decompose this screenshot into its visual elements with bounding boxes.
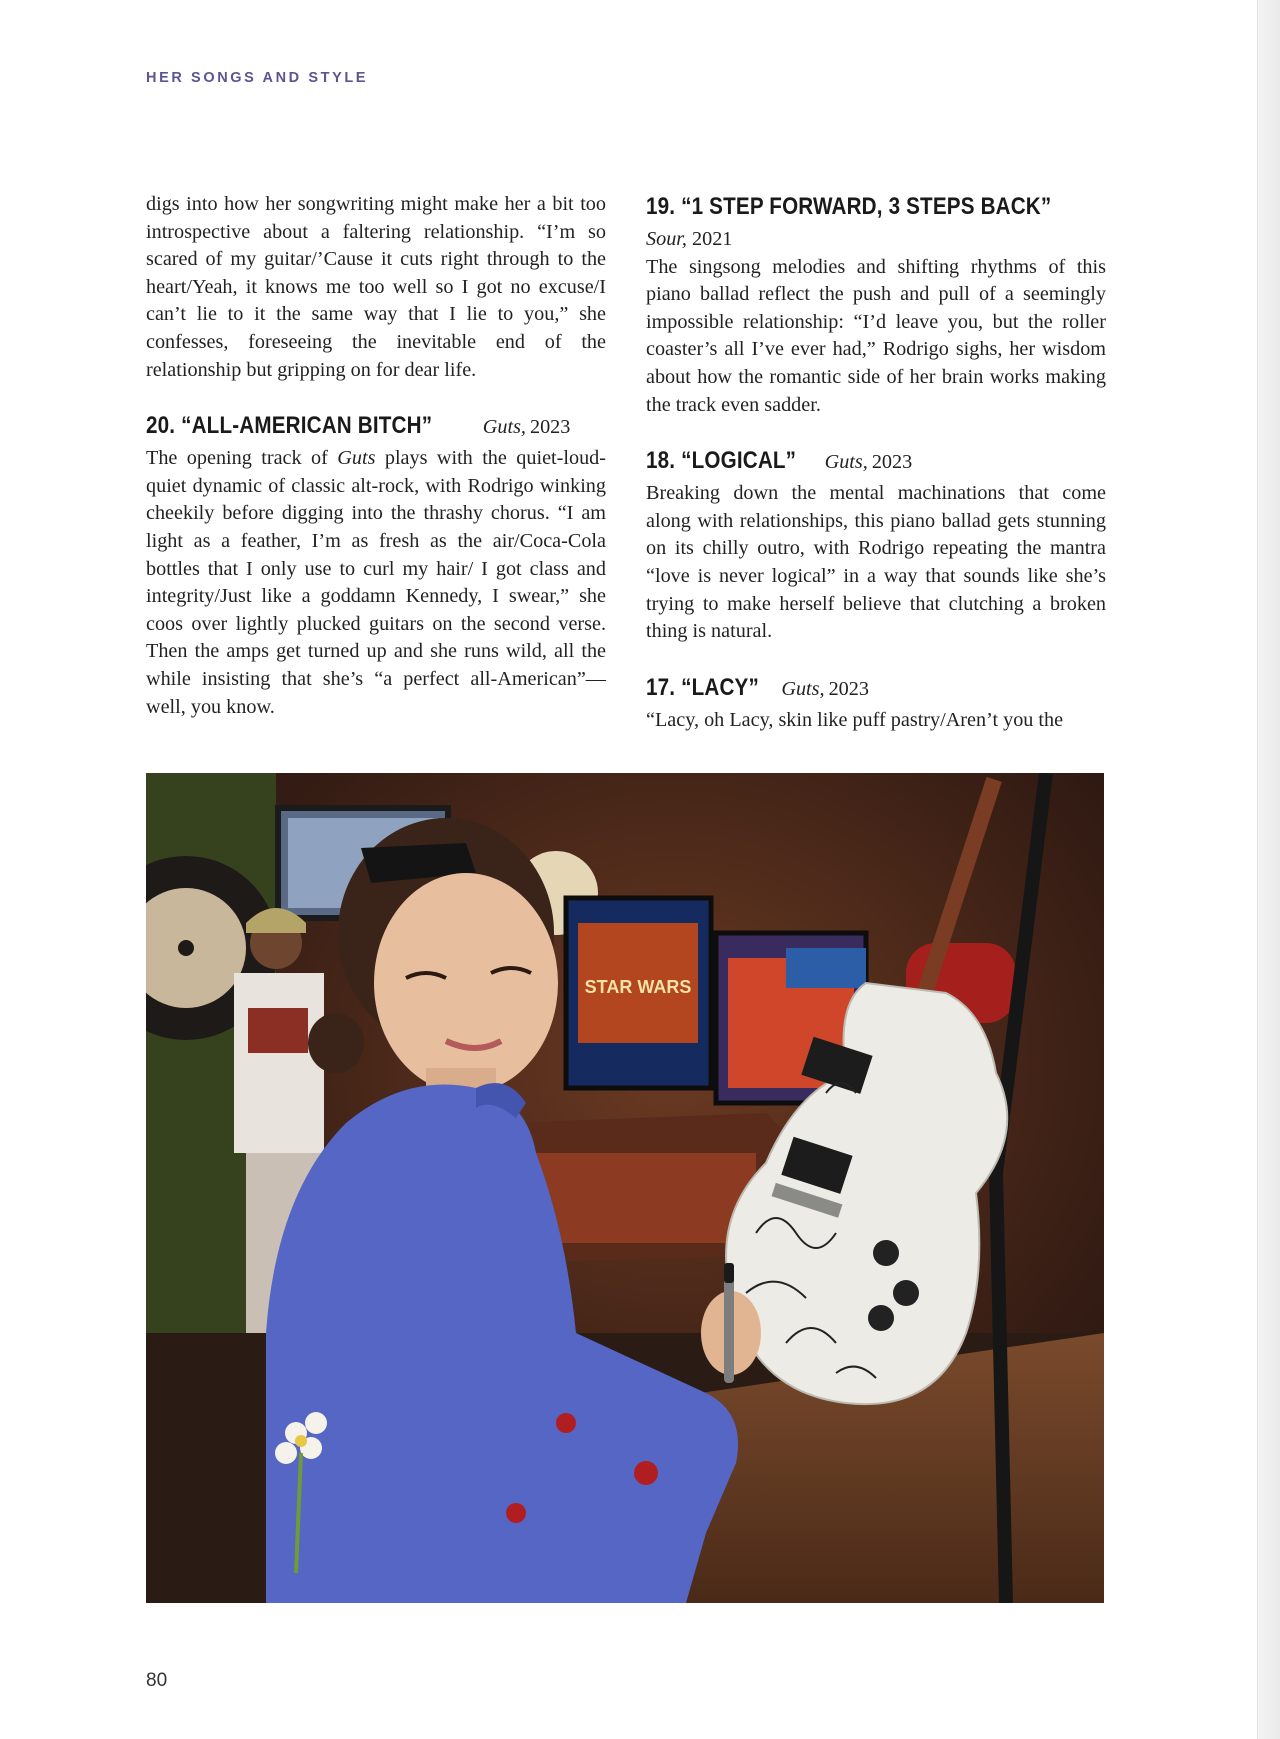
entry-text: The singsong melodies and shifting rhythms of this piano ballad reflect the push and pull of a seemingly impossible relationship: “I’d leave you, but the roller coaster’s all I’ve ever had,” Rodrigo sighs, her wisdom about how the romantic side of her brain works making the track even sadder. — [646, 255, 1106, 416]
entry-year: 2023 — [828, 677, 869, 700]
section-header: HER SONGS AND STYLE — [146, 70, 369, 86]
entry-year: 2023 — [871, 451, 913, 474]
photo-woman-signing-guitar — [146, 773, 1104, 1603]
entry-19 — [646, 191, 1106, 419]
entry-heading — [146, 410, 606, 445]
entry-album: Guts, — [781, 677, 825, 700]
entry-text: Breaking down the mental machinations that come along with relationships, this piano ballad gets stunning on its chilly outro, with Rodrigo repeating the mantra “love is never logical” in a way that sounds like she’s trying to make herself believe that clutching a broken thing is natural. — [646, 482, 1106, 643]
entry-18 — [646, 445, 1106, 646]
right-column — [646, 191, 1106, 734]
entry-text: “Lacy, oh Lacy, skin like puff pastry/Aren’t you the — [646, 708, 1064, 731]
continued-paragraph: digs into how her songwriting might make her a bit too introspective about a faltering relationship. “I’m so scared of my guitar/’Cause it cuts right through to the heart/Yeah, it knows me too well so I got no excuse/I can’t lie to it the same way that I lie to you,” she confesses, foreseeing the inevitable end of the relationship but gripping on for dear life. — [146, 193, 606, 381]
entry-heading — [646, 445, 1106, 480]
entry-album-line — [646, 226, 1106, 254]
entry-year: 2023 — [529, 416, 571, 439]
entry-album: Guts, — [824, 451, 868, 474]
page-number: 80 — [146, 1670, 168, 1691]
entry-heading — [646, 191, 1106, 226]
entry-album: Sour, — [646, 228, 687, 250]
entry-title: 17. “LACY” — [646, 673, 759, 701]
entry-text: The opening track of Guts plays with the quiet-loud-quiet dynamic of classic alt-rock, with Rodrigo winking cheekily before digging into the thrashy chorus. “I am light as a feather, I’m as fresh as the air/Coca-Cola bottles that I only use to curl my hair/ I got class and integrity/Just like a goddamn Kennedy, I swear,” she coos over lightly plucked guitars on the second verse. Then the amps get turned up and she runs wild, all the while insisting that she’s “a perfect all-American”—well, you know. — [146, 447, 606, 718]
entry-20 — [146, 410, 606, 721]
svg-text:STAR WARS: STAR WARS — [584, 977, 692, 997]
page-edge — [1257, 0, 1280, 1739]
entry-year: 2021 — [692, 228, 733, 250]
entry-17 — [646, 672, 1106, 735]
entry-title: 20. “ALL-AMERICAN BITCH” — [146, 412, 433, 440]
left-column — [146, 191, 606, 721]
entry-title: 19. “1 STEP FORWARD, 3 STEPS BACK” — [646, 193, 1052, 220]
entry-album: Guts, — [482, 416, 526, 439]
entry-heading — [646, 672, 1106, 707]
entry-title: 18. “LOGICAL” — [646, 447, 797, 475]
